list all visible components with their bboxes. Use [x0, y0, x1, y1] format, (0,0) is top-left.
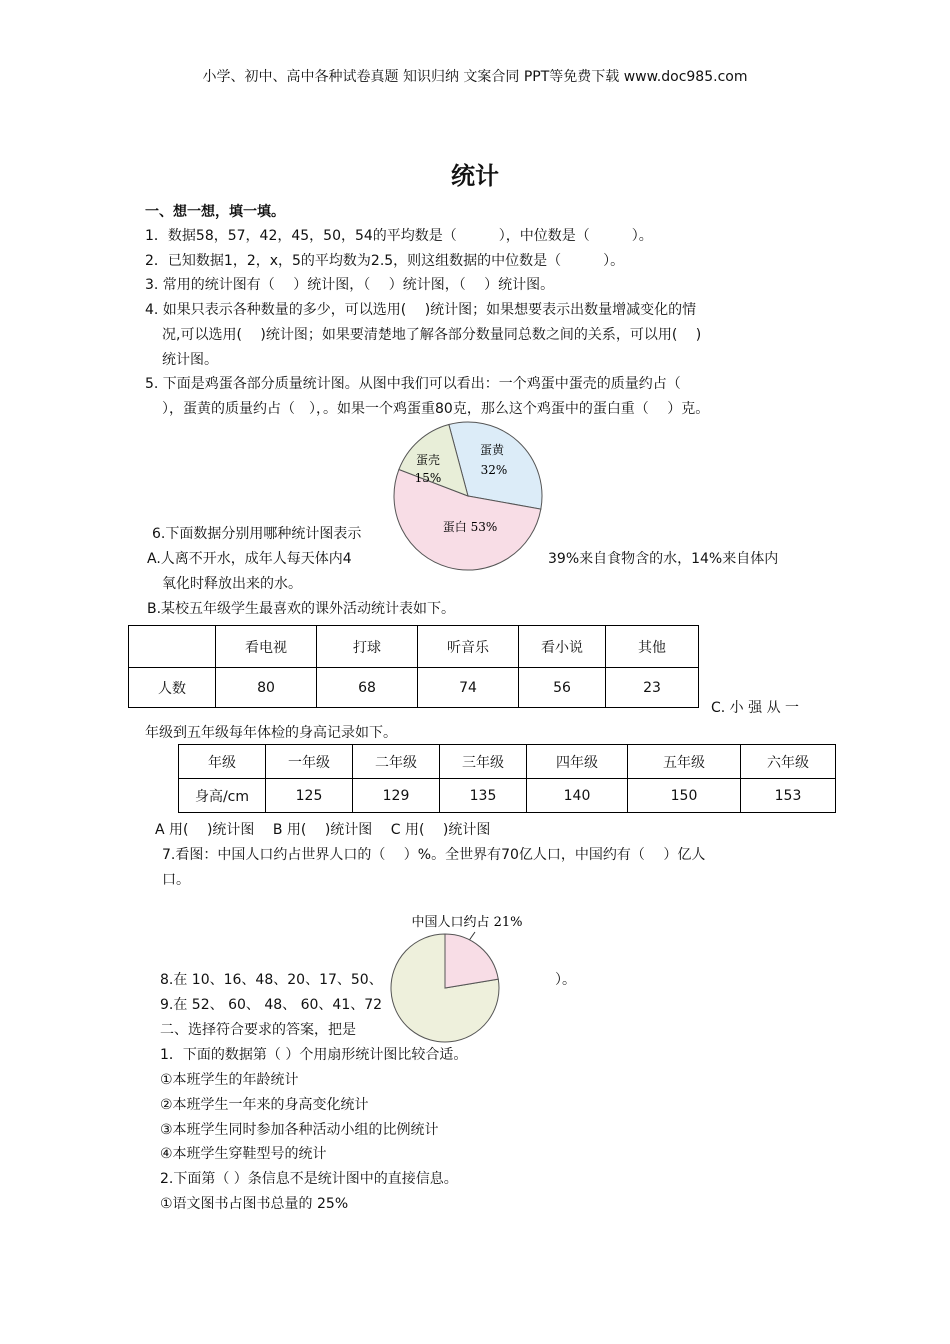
shell-label: 蛋壳 [415, 453, 441, 467]
table-cell: 129 [353, 779, 440, 813]
section-2-question-1: 1．下面的数据第（ ）个用扇形统计图比较合适。 [160, 1047, 468, 1063]
section-2-question-2-option-1: ①语文图书占图书总量的 25% [160, 1196, 349, 1212]
table-cell: 80 [216, 668, 317, 708]
white-label: 蛋白 53% [442, 520, 498, 534]
table-cell: 153 [741, 779, 836, 813]
question-6a-left: A.人离不开水，成年人每天体内4 [147, 551, 352, 567]
table-cell: 140 [527, 779, 628, 813]
question-9: 9.在 52、 60、 48、 60、41、72 [160, 997, 383, 1013]
question-6: 6.下面数据分别用哪种统计图表示 [152, 526, 362, 542]
height-table [178, 744, 836, 813]
question-7-line2: 口。 [162, 872, 190, 888]
shell-value: 15% [414, 471, 442, 485]
china-population-pie-chart [385, 908, 555, 1048]
table-cell: 56 [519, 668, 606, 708]
question-8-left: 8.在 10、16、48、20、17、50、 [160, 972, 383, 988]
table-cell: 人数 [129, 668, 216, 708]
question-6c-line2: 年级到五年级每年体检的身高记录如下。 [145, 725, 397, 741]
china-callout-label: 中国人口约占 21% [411, 915, 523, 930]
table-row [129, 668, 699, 708]
table-row [179, 745, 836, 779]
table-cell: 二年级 [353, 745, 440, 779]
yolk-label: 蛋黄 [479, 443, 505, 457]
question-3: 3. 常用的统计图有（ ）统计图，（ ）统计图，（ ）统计图。 [145, 277, 555, 293]
question-7-line1: 7.看图：中国人口约占世界人口的（ ）%。全世界有70亿人口，中国约有（ ）亿人 [162, 847, 706, 863]
table-cell: 年级 [179, 745, 266, 779]
question-4-line1: 4. 如果只表示各种数量的多少，可以选用( )统计图；如果想要表示出数量增减变化的情 [145, 302, 697, 318]
table-cell: 看电视 [216, 626, 317, 668]
question-6-answers: A 用( )统计图 B 用( )统计图 C 用( )统计图 [155, 822, 491, 838]
option-3: ③本班学生同时参加各种活动小组的比例统计 [160, 1122, 439, 1138]
table-cell: 一年级 [266, 745, 353, 779]
table-cell: 听音乐 [418, 626, 519, 668]
yolk-value: 32% [480, 463, 508, 477]
option-4: ④本班学生穿鞋型号的统计 [160, 1146, 327, 1162]
table-cell: 68 [317, 668, 418, 708]
table-cell: 135 [440, 779, 527, 813]
table-cell: 六年级 [741, 745, 836, 779]
table-cell: 五年级 [628, 745, 741, 779]
question-5-line2: ），蛋黄的质量约占（ ），。如果一个鸡蛋重80克，那么这个鸡蛋中的蛋白重（ ）克。 [162, 401, 710, 417]
table-cell [129, 626, 216, 668]
table-row [179, 779, 836, 813]
activity-table [128, 625, 699, 708]
question-8-right: ）。 [555, 972, 576, 988]
question-4-line3: 统计图。 [162, 352, 218, 368]
table-cell: 四年级 [527, 745, 628, 779]
china-slice [445, 934, 498, 988]
table-cell: 看小说 [519, 626, 606, 668]
table-cell: 150 [628, 779, 741, 813]
option-2: ②本班学生一年来的身高变化统计 [160, 1097, 369, 1113]
question-6a-right: 39%来自食物含的水，14%来自体内 [548, 551, 779, 567]
table-cell: 打球 [317, 626, 418, 668]
question-6b: B.某校五年级学生最喜欢的课外活动统计表如下。 [147, 601, 456, 617]
egg-pie-chart [390, 418, 550, 578]
page-title: 统计 [451, 161, 499, 190]
table-cell: 23 [606, 668, 699, 708]
table-cell: 三年级 [440, 745, 527, 779]
table-row [129, 626, 699, 668]
question-2: 2．已知数据1，2，x，5的平均数为2.5，则这组数据的中位数是（ ）。 [145, 253, 625, 269]
table-cell: 125 [266, 779, 353, 813]
question-6a-line2: 氧化时释放出来的水。 [162, 576, 302, 592]
question-4-line2: 况,可以选用( )统计图；如果要清楚地了解各部分数量同总数之间的关系，可以用( ) [162, 327, 702, 343]
option-1: ①本班学生的年龄统计 [160, 1072, 299, 1088]
section-2-heading: 二、选择符合要求的答案，把是 [160, 1022, 356, 1038]
table-cell: 身高/cm [179, 779, 266, 813]
question-5-line1: 5. 下面是鸡蛋各部分质量统计图。从图中我们可以看出：一个鸡蛋中蛋壳的质量约占（ [145, 376, 681, 392]
table-cell: 其他 [606, 626, 699, 668]
question-6c-line1: C. 小 强 从 一 [711, 700, 800, 716]
question-1: 1．数据58，57，42，45，50，54的平均数是（ ），中位数是（ ）。 [145, 228, 653, 244]
section-1-heading: 一、想一想，填一填。 [145, 204, 285, 220]
section-2-question-2: 2.下面第（ ）条信息不是统计图中的直接信息。 [160, 1171, 458, 1187]
table-cell: 74 [418, 668, 519, 708]
page-header: 小学、初中、高中各种试卷真题 知识归纳 文案合同 PPT等免费下载 www.doc985.com [202, 69, 748, 85]
